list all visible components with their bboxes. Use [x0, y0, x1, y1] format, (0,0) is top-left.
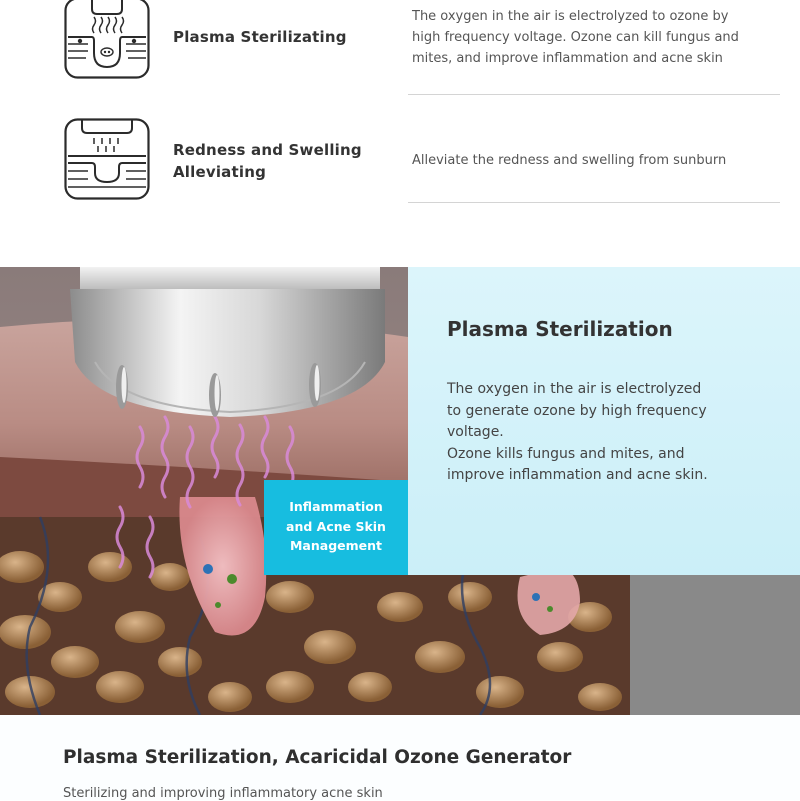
info-line: improve inflammation and acne skin. — [447, 467, 708, 483]
grey-accent-panel — [630, 575, 800, 715]
info-line: The oxygen in the air is electrolyzed — [447, 381, 702, 397]
bottom-section — [0, 715, 800, 800]
tag-line: and Acne Skin — [286, 518, 386, 534]
divider — [408, 94, 780, 95]
skin-sterilization-icon — [64, 0, 150, 79]
feature-redness-swelling — [0, 115, 800, 215]
feature-description: Alleviate the redness and swelling from sunburn — [412, 153, 727, 168]
hero-section — [0, 267, 800, 715]
feature-title-line-1: Redness and Swelling — [173, 141, 362, 159]
tag-line: Management — [289, 538, 382, 553]
info-line: Ozone kills fungus and mites, and — [447, 445, 685, 462]
info-body — [447, 379, 747, 487]
info-line: voltage. — [447, 424, 504, 440]
skin-redness-icon — [64, 118, 150, 200]
info-title: Plasma Sterilization — [447, 317, 673, 341]
feature-description: The oxygen in the air is electrolyzed to ozone by high frequency voltage. Ozone can kill fungus and mites, and improve inflammation and acne skin — [412, 9, 739, 66]
divider — [408, 202, 780, 203]
section-title: Plasma Sterilization, Acaricidal Ozone Generator — [63, 747, 572, 768]
section-subtitle: Sterilizing and improving inflammatory acne skin — [63, 786, 383, 801]
info-line: to generate ozone by high frequency — [447, 402, 707, 419]
feature-title-line-2: Alleviating — [173, 163, 267, 181]
tag-line: Inflammation — [289, 499, 383, 514]
feature-plasma-sterilizating — [0, 0, 800, 100]
feature-title — [173, 139, 362, 183]
info-panel — [408, 267, 800, 575]
inflammation-tag — [264, 480, 408, 575]
feature-title: Plasma Sterilizating — [173, 28, 347, 46]
